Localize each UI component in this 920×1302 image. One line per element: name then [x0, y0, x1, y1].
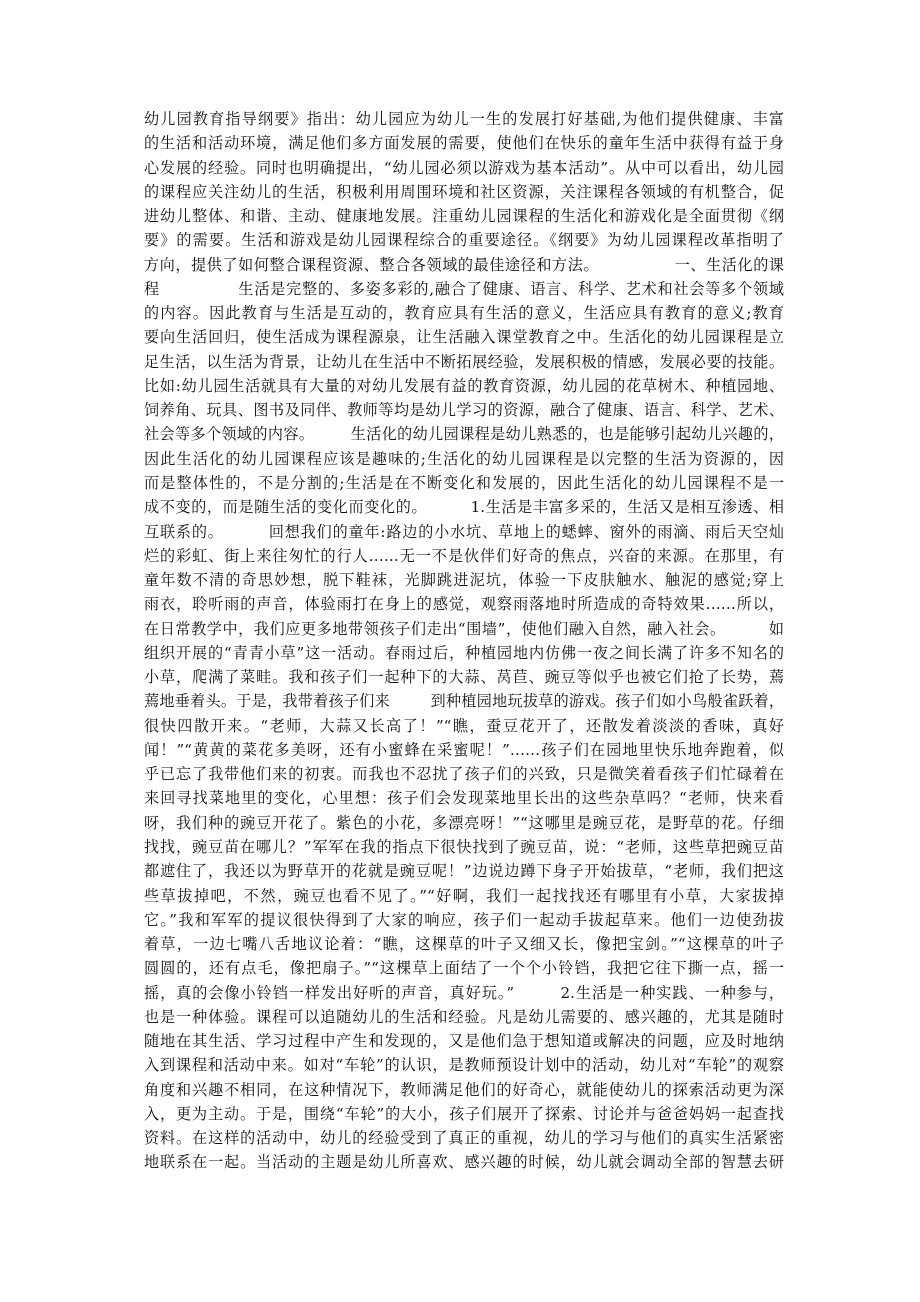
text-line: 着草，一边七嘴八舌地议论着：“瞧，这棵草的叶子又细又长，像把宝剑。”“这棵草的叶子: [144, 935, 784, 954]
text-line: 角度和兴趣不相同，在这种情况下，教师满足他们的好奇心，就能使幼儿的探索活动更为深: [144, 1080, 784, 1099]
text-line: 资料。在这样的活动中，幼儿的经验受到了真正的重视，幼儿的学习与他们的真实生活紧密: [144, 1129, 784, 1148]
text-line: 它。”我和军军的提议很快得到了大家的响应，孩子们一起动手拔起草来。他们一边使劲拔: [144, 910, 784, 929]
text-line: 社会等多个领域的内容。 生活化的幼儿园课程是幼儿熟悉的，也是能够引起幼儿兴趣的，: [144, 425, 784, 444]
text-line: 要向生活回归，使生活成为课程源泉，让生活融入课堂教育之中。生活化的幼儿园课程是立: [144, 328, 784, 347]
text-line: 闻！”“黄黄的菜花多美呀，还有小蜜蜂在采蜜呢！”……孩子们在园地里快乐地奔跑着，似: [144, 740, 784, 759]
text-line: 因此生活化的幼儿园课程应该是趣味的;生活化的幼儿园课程是以完整的生活为资源的，因: [144, 449, 784, 468]
text-line: 进幼儿整体、和谐、主动、健康地发展。注重幼儿园课程的生活化和游戏化是全面贯彻《纲: [144, 207, 784, 226]
text-line: 随地在其生活、学习过程中产生和发现的，又是他们急于想知道或解决的问题，应及时地纳: [144, 1032, 784, 1051]
text-line: 饲养角、玩具、图书及同伴、教师等均是幼儿学习的资源，融合了健康、语言、科学、艺术、: [144, 401, 784, 420]
text-line: 童年数不清的奇思妙想，脱下鞋袜，光脚跳进泥坑，体验一下皮肤触水、触泥的感觉;穿上: [144, 571, 784, 590]
text-line: 摇，真的会像小铃铛一样发出好听的声音，真好玩。” 2.生活是一种实践、一种参与，: [144, 983, 784, 1002]
text-line: 小草，爬满了菜畦。我和孩子们一起种下的大蒜、莴苣、豌豆等似乎也被它们抢了长势，蔫: [144, 668, 784, 687]
text-line: 心发展的经验。同时也明确提出，“幼儿园必须以游戏为基本活动”。从中可以看出，幼儿园: [144, 158, 784, 177]
text-line: 些草拔掉吧，不然，豌豆也看不见了。”“好啊，我们一起找找还有哪里有小草，大家拔掉: [144, 886, 784, 905]
text-line: 入到课程和活动中来。如对“车轮”的认识，是教师预设计划中的活动，幼儿对“车轮”的观察: [144, 1056, 784, 1075]
text-line: 也是一种体验。课程可以追随幼儿的生活和经验。凡是幼儿需要的、感兴趣的，尤其是随时: [144, 1007, 784, 1026]
text-line: 组织开展的“青青小草”这一活动。春雨过后，种植园地内仿佛一夜之间长满了许多不知名的: [144, 643, 784, 662]
text-line: 的课程应关注幼儿的生活，积极利用周围环境和社区资源，关注课程各领域的有机整合，促: [144, 182, 784, 201]
text-line: 都遮住了，我还以为野草开的花就是豌豆呢！”边说边蹲下身子开始拔草，“老师，我们把这: [144, 862, 784, 881]
text-line: 幼儿园教育指导纲要》指出：幼儿园应为幼儿一生的发展打好基础,为他们提供健康、丰富: [144, 110, 784, 128]
text-line: 圆圆的，还有点毛，像把扇子。”“这棵草上面结了一个个小铃铛，我把它往下撕一点，摇一: [144, 959, 784, 978]
text-line: 而是整体性的，不是分割的;生活是在不断变化和发展的，因此生活化的幼儿园课程不是一: [144, 473, 784, 492]
text-line: 在日常教学中，我们应更多地带领孩子们走出“围墙”，使他们融入自然，融入社会。 如: [144, 619, 784, 638]
text-line: 要》的需要。生活和游戏是幼儿园课程综合的重要途径。《纲要》为幼儿园课程改革指明了: [144, 231, 784, 250]
text-line: 来回寻找菜地里的变化，心里想：孩子们会发现菜地里长出的这些杂草吗？“老师，快来看: [144, 789, 784, 808]
text-line: 的内容。因此教育与生活是互动的，教育应具有生活的意义，生活应具有教育的意义;教育: [144, 304, 784, 323]
text-line: 很快四散开来。“老师，大蒜又长高了！”“瞧，蚕豆花开了，还散发着淡淡的香味，真好: [144, 716, 784, 735]
document-body: [144, 107, 784, 1175]
text-line: 地联系在一起。当活动的主题是幼儿所喜欢、感兴趣的时候，幼儿就会调动全部的智慧去研: [144, 1153, 784, 1172]
text-line: 足生活，以生活为背景，让幼儿在生活中不断拓展经验，发展积极的情感，发展必要的技能。: [144, 352, 784, 371]
text-line: 的生活和活动环境，满足他们多方面发展的需要，使他们在快乐的童年生活中获得有益于身: [144, 134, 784, 153]
text-line: 蔫地垂着头。于是，我带着孩子们来 到种植园地玩拔草的游戏。孩子们如小鸟般雀跃着，: [144, 692, 784, 711]
text-line: 找找，豌豆苗在哪儿？”军军在我的指点下很快找到了豌豆苗，说：“老师，这些草把豌豆苗: [144, 837, 784, 856]
text-line: 互联系的。 回想我们的童年:路边的小水坑、草地上的蟋蟀、窗外的雨滴、雨后天空灿: [144, 522, 784, 541]
text-line: 雨衣，聆听雨的声音，体验雨打在身上的感觉，观察雨落地时所造成的奇特效果……所以，: [144, 595, 784, 614]
text-line: 呀，我们种的豌豆开花了。紫色的小花，多漂亮呀！”“这哪里是豌豆花，是野草的花。仔细: [144, 813, 784, 832]
text-line: 成不变的，而是随生活的变化而变化的。 1.生活是丰富多采的，生活又是相互渗透、相: [144, 498, 784, 517]
text-line: 入，更为主动。于是，围绕“车轮”的大小，孩子们展开了探索、讨论并与爸爸妈妈一起查找: [144, 1104, 784, 1123]
text-line: 烂的彩虹、街上来往匆忙的行人……无一不是伙伴们好奇的焦点，兴奋的来源。在那里，有: [144, 546, 784, 565]
text-line: 程 生活是完整的、多姿多彩的,融合了健康、语言、科学、艺术和社会等多个领域: [144, 279, 784, 298]
text-line: 方向，提供了如何整合课程资源、整合各领域的最佳途径和方法。 一、生活化的课: [144, 255, 784, 274]
text-line: 乎已忘了我带他们来的初衷。而我也不忍扰了孩子们的兴致，只是微笑着看孩子们忙碌着在: [144, 765, 784, 784]
text-line: 比如:幼儿园生活就具有大量的对幼儿发展有益的教育资源，幼儿园的花草树木、种植园地、: [144, 376, 784, 395]
